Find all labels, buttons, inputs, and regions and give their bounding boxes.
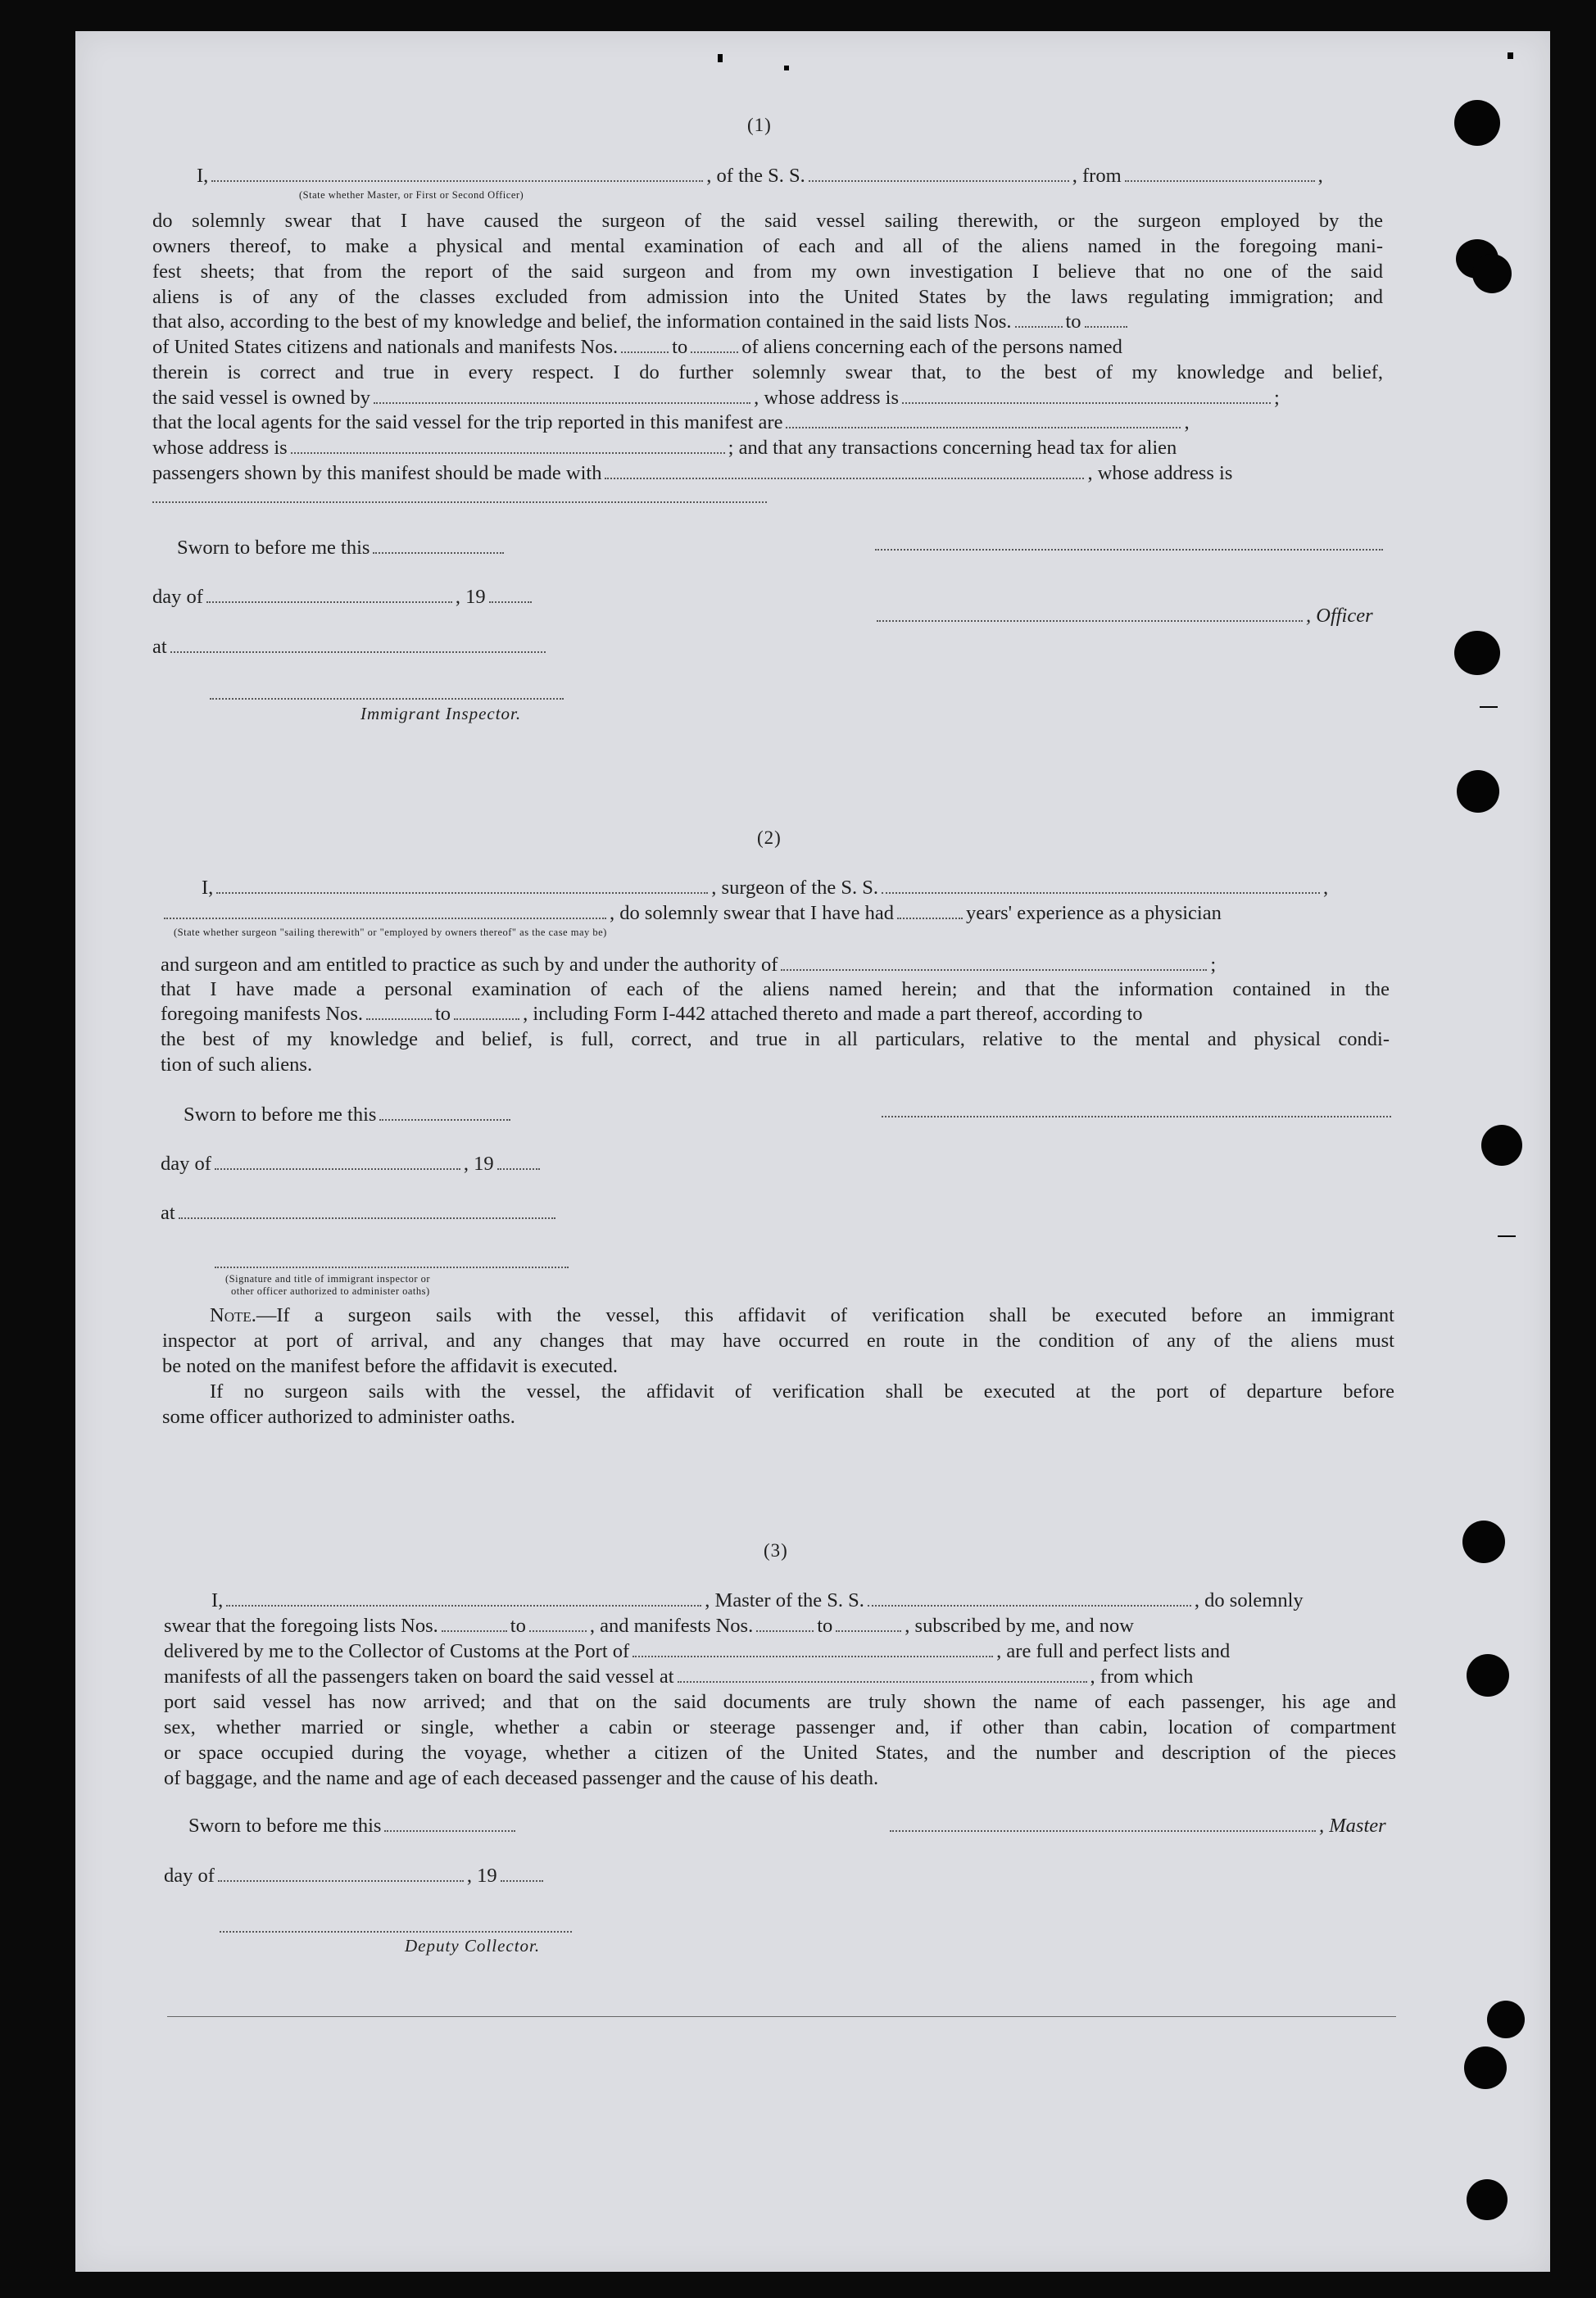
label: manifests of all the passengers taken on board the said vessel at	[164, 1666, 674, 1688]
body-line: of baggage, and the name and age of each deceased passenger and the cause of his death.	[164, 1767, 879, 1789]
manifests-to-field[interactable]	[454, 1018, 519, 1020]
label: the said vessel is owned by	[152, 387, 371, 409]
label: , whose address is	[1087, 462, 1233, 484]
section-2-number: (2)	[757, 827, 782, 848]
surgeon-caption: (State whether surgeon "sailing therewith" or "employed by owners thereof" as the case may be)	[174, 927, 607, 938]
at-line	[152, 634, 549, 659]
body-line: therein is correct and true in every respect. I do further solemnly swear that, to the best of my knowledge and belief,	[152, 361, 1383, 383]
label: —If a surgeon sails with the vessel, this affidavit of verification shall be executed before an immigrant	[256, 1304, 1394, 1326]
label: foregoing manifests Nos.	[161, 1003, 363, 1025]
day-field[interactable]	[215, 1167, 460, 1170]
surgeon-vessel-field[interactable]	[882, 891, 1320, 894]
at-place-field[interactable]	[170, 650, 546, 653]
inspector-signature-field[interactable]	[215, 1267, 569, 1268]
label: I,	[202, 877, 214, 899]
label: , are full and perfect lists and	[996, 1640, 1231, 1662]
year-field[interactable]	[489, 601, 532, 603]
surgeon-signature-field[interactable]	[882, 1116, 1391, 1117]
scan-mark	[718, 54, 723, 62]
punch-hole	[1467, 1654, 1509, 1697]
label: , including Form I-442 attached thereto and made a part thereof, according to	[523, 1003, 1143, 1025]
body-line: aliens is of any of the classes excluded from admission into the United States by the laws regulating immigration; and	[152, 286, 1383, 308]
sworn-date-field[interactable]	[384, 1829, 515, 1832]
label: Sworn to before me this	[184, 1104, 377, 1126]
body-line: fest sheets; that from the report of the said surgeon and from my own investigation I believe that no one of the said	[152, 261, 1383, 283]
body-line: port said vessel has now arrived; and that on the said documents are truly shown the name of each passenger, his age and	[164, 1691, 1396, 1713]
punch-hole	[1467, 2179, 1508, 2220]
surgeon-name-field[interactable]	[216, 891, 708, 894]
agents-address-field[interactable]	[291, 451, 725, 454]
manifests-from-field[interactable]	[366, 1018, 432, 1020]
label: at	[152, 636, 167, 658]
head-tax-contact-field[interactable]	[605, 477, 1084, 479]
lists-line	[152, 309, 1131, 334]
label: to	[817, 1615, 833, 1637]
label: swear that the foregoing lists Nos.	[164, 1615, 438, 1637]
day-field[interactable]	[206, 601, 452, 603]
manifests-to-field[interactable]	[836, 1629, 901, 1632]
label: , do solemnly swear that I have had	[610, 902, 894, 924]
label: passengers shown by this manifest should be made with	[152, 462, 602, 484]
label: delivered by me to the Collector of Customs at the Port of	[164, 1640, 630, 1662]
body-line: tion of such aliens.	[161, 1054, 313, 1076]
body-line: or space occupied during the voyage, whether a citizen of the United States, and the number and description of the pieces	[164, 1742, 1396, 1764]
lists-to-field[interactable]	[1085, 325, 1127, 328]
label: , subscribed by me, and now	[905, 1615, 1134, 1637]
label: , whose address is	[754, 387, 899, 409]
owner-address-field[interactable]	[902, 401, 1271, 404]
lists-to-field[interactable]	[529, 1629, 587, 1632]
from-port-field[interactable]	[1125, 179, 1315, 182]
label: ;	[1210, 954, 1217, 976]
owner-line	[152, 385, 1280, 410]
master-name-field[interactable]	[226, 1604, 701, 1607]
scan-mark	[784, 66, 789, 70]
authority-line	[161, 952, 1216, 977]
label: , Master of the S. S.	[705, 1589, 864, 1611]
agents-line	[152, 410, 1190, 435]
at-line	[161, 1200, 559, 1226]
label: , 19	[466, 1865, 497, 1887]
day-line	[161, 1151, 543, 1176]
scan-mark	[1508, 52, 1513, 59]
note-line: If no surgeon sails with the vessel, the affidavit of verification shall be executed at the port of departure before	[210, 1380, 1394, 1403]
punch-hole	[1457, 770, 1499, 813]
authority-field[interactable]	[781, 968, 1207, 971]
master-line	[211, 1588, 1304, 1613]
label: whose address is	[152, 437, 288, 459]
signature-caption: other officer authorized to administer oaths)	[231, 1285, 430, 1297]
vessel-name-field[interactable]	[809, 179, 1069, 182]
punch-hole	[1454, 631, 1500, 675]
section-3-number: (3)	[764, 1540, 788, 1561]
master-vessel-field[interactable]	[868, 1604, 1191, 1607]
note-label: Note.	[210, 1304, 256, 1326]
day-line	[152, 584, 535, 610]
head-tax-address-field[interactable]	[152, 501, 767, 503]
at-place-field[interactable]	[179, 1217, 555, 1219]
punch-hole	[1462, 1521, 1505, 1563]
master-label: , Master	[1319, 1815, 1386, 1837]
head-tax-line	[152, 460, 1232, 486]
punch-hole	[1454, 100, 1500, 146]
lists-from-field[interactable]	[1015, 325, 1063, 328]
body-line: sex, whether married or single, whether a cabin or steerage passenger and, if other than cabin, location of compartment	[164, 1716, 1396, 1738]
sworn-line	[184, 1102, 514, 1127]
label: I,	[211, 1589, 224, 1611]
embark-port-field[interactable]	[678, 1680, 1087, 1683]
officer-name-field[interactable]	[211, 179, 703, 182]
label: , of the S. S.	[706, 165, 805, 187]
agents-field[interactable]	[786, 426, 1181, 428]
body-line: owners thereof, to make a physical and mental examination of each and all of the aliens named in the foregoing mani-	[152, 235, 1383, 257]
port-line	[164, 1639, 1230, 1664]
label: day of	[152, 586, 203, 608]
label: ,	[1317, 165, 1323, 187]
note-line: inspector at port of arrival, and any changes that may have occurred en route in the condition of any of the aliens must	[162, 1330, 1394, 1352]
manifests-line	[152, 334, 1122, 360]
surgeon-status-field[interactable]	[164, 917, 606, 919]
label: ; and that any transactions concerning head tax for alien	[728, 437, 1177, 459]
scan-mark	[1480, 706, 1498, 708]
collector-signature-field[interactable]	[220, 1931, 572, 1933]
label: , from which	[1090, 1666, 1194, 1688]
label: of United States citizens and nationals and manifests Nos.	[152, 336, 619, 358]
manifests-from-field[interactable]	[756, 1629, 814, 1632]
lists-line	[164, 1613, 1134, 1639]
collector-label: Deputy Collector.	[405, 1936, 541, 1956]
section-1-number: (1)	[747, 115, 772, 135]
officer-caption: (State whether Master, or First or Second Officer)	[299, 189, 524, 201]
punch-hole	[1464, 2046, 1507, 2089]
body-line: the best of my knowledge and belief, is full, correct, and true in all particulars, relative to the mental and physical condi-	[161, 1028, 1390, 1050]
day-field[interactable]	[218, 1879, 464, 1882]
label: ,	[1323, 877, 1329, 899]
label: to	[435, 1003, 451, 1025]
body-line: that I have made a personal examination of each of the aliens named herein; and that the information contained in the	[161, 978, 1390, 1000]
label: that also, according to the best of my knowledge and belief, the information contained in the said lists Nos.	[152, 310, 1012, 333]
embark-line	[164, 1664, 1193, 1689]
signature-caption: (Signature and title of immigrant inspector or	[225, 1273, 431, 1285]
label: to	[1065, 310, 1081, 333]
label: to	[510, 1615, 526, 1637]
master-signature-line	[886, 1813, 1386, 1838]
label: years' experience as a physician	[965, 902, 1222, 924]
master-signature-field[interactable]	[890, 1829, 1316, 1832]
note-line: be noted on the manifest before the affidavit is executed.	[162, 1355, 619, 1377]
inspector-signature-field[interactable]	[210, 698, 564, 700]
manifests-from-field[interactable]	[621, 351, 669, 353]
years-experience-field[interactable]	[897, 917, 963, 919]
label: of aliens concerning each of the persons named	[741, 336, 1122, 358]
officer-label: , Officer	[1306, 605, 1373, 627]
officer-signature-field[interactable]	[877, 619, 1303, 622]
bottom-rule	[167, 2016, 1396, 2017]
punch-hole	[1487, 2001, 1525, 2038]
scan-mark	[1498, 1235, 1516, 1237]
day-line	[164, 1863, 546, 1888]
label: Sworn to before me this	[177, 537, 370, 559]
officer-signature-line-2	[873, 603, 1373, 628]
label: ;	[1273, 387, 1280, 409]
manifests-line	[161, 1001, 1143, 1027]
label: to	[672, 336, 688, 358]
label: and surgeon and am entitled to practice as such by and under the authority of	[161, 954, 778, 976]
sworn-line	[188, 1813, 519, 1838]
note-line	[210, 1303, 1394, 1328]
punch-hole	[1472, 254, 1512, 293]
label: ,	[1184, 411, 1190, 433]
officer-line	[197, 163, 1323, 188]
sworn-date-field[interactable]	[379, 1118, 510, 1121]
surgeon-line	[202, 875, 1328, 900]
punch-hole	[1481, 1125, 1522, 1166]
label: at	[161, 1202, 175, 1224]
year-field[interactable]	[501, 1879, 543, 1882]
label: day of	[164, 1865, 215, 1887]
label: , 19	[455, 586, 486, 608]
agents-address-line	[152, 435, 1177, 460]
manifests-to-field[interactable]	[691, 351, 738, 353]
label: Sworn to before me this	[188, 1815, 382, 1837]
label: , do solemnly	[1194, 1589, 1304, 1611]
label: I,	[197, 165, 209, 187]
label: day of	[161, 1153, 211, 1175]
label: , from	[1072, 165, 1122, 187]
body-line: do solemnly swear that I have caused the surgeon of the said vessel sailing therewith, or the surgeon employed by the	[152, 210, 1383, 232]
inspector-label: Immigrant Inspector.	[360, 704, 522, 723]
note-line: some officer authorized to administer oaths.	[162, 1406, 515, 1428]
sworn-line	[177, 535, 507, 560]
label: that the local agents for the said vessel for the trip reported in this manifest are	[152, 411, 783, 433]
port-field[interactable]	[633, 1655, 993, 1657]
sworn-date-field[interactable]	[373, 551, 504, 554]
owner-field[interactable]	[374, 401, 750, 404]
label: , and manifests Nos.	[589, 1615, 754, 1637]
lists-from-field[interactable]	[442, 1629, 507, 1632]
label: , 19	[463, 1153, 494, 1175]
officer-signature-line-1[interactable]	[875, 549, 1383, 551]
experience-line	[161, 900, 1222, 926]
year-field[interactable]	[497, 1167, 540, 1170]
label: , surgeon of the S. S.	[711, 877, 879, 899]
